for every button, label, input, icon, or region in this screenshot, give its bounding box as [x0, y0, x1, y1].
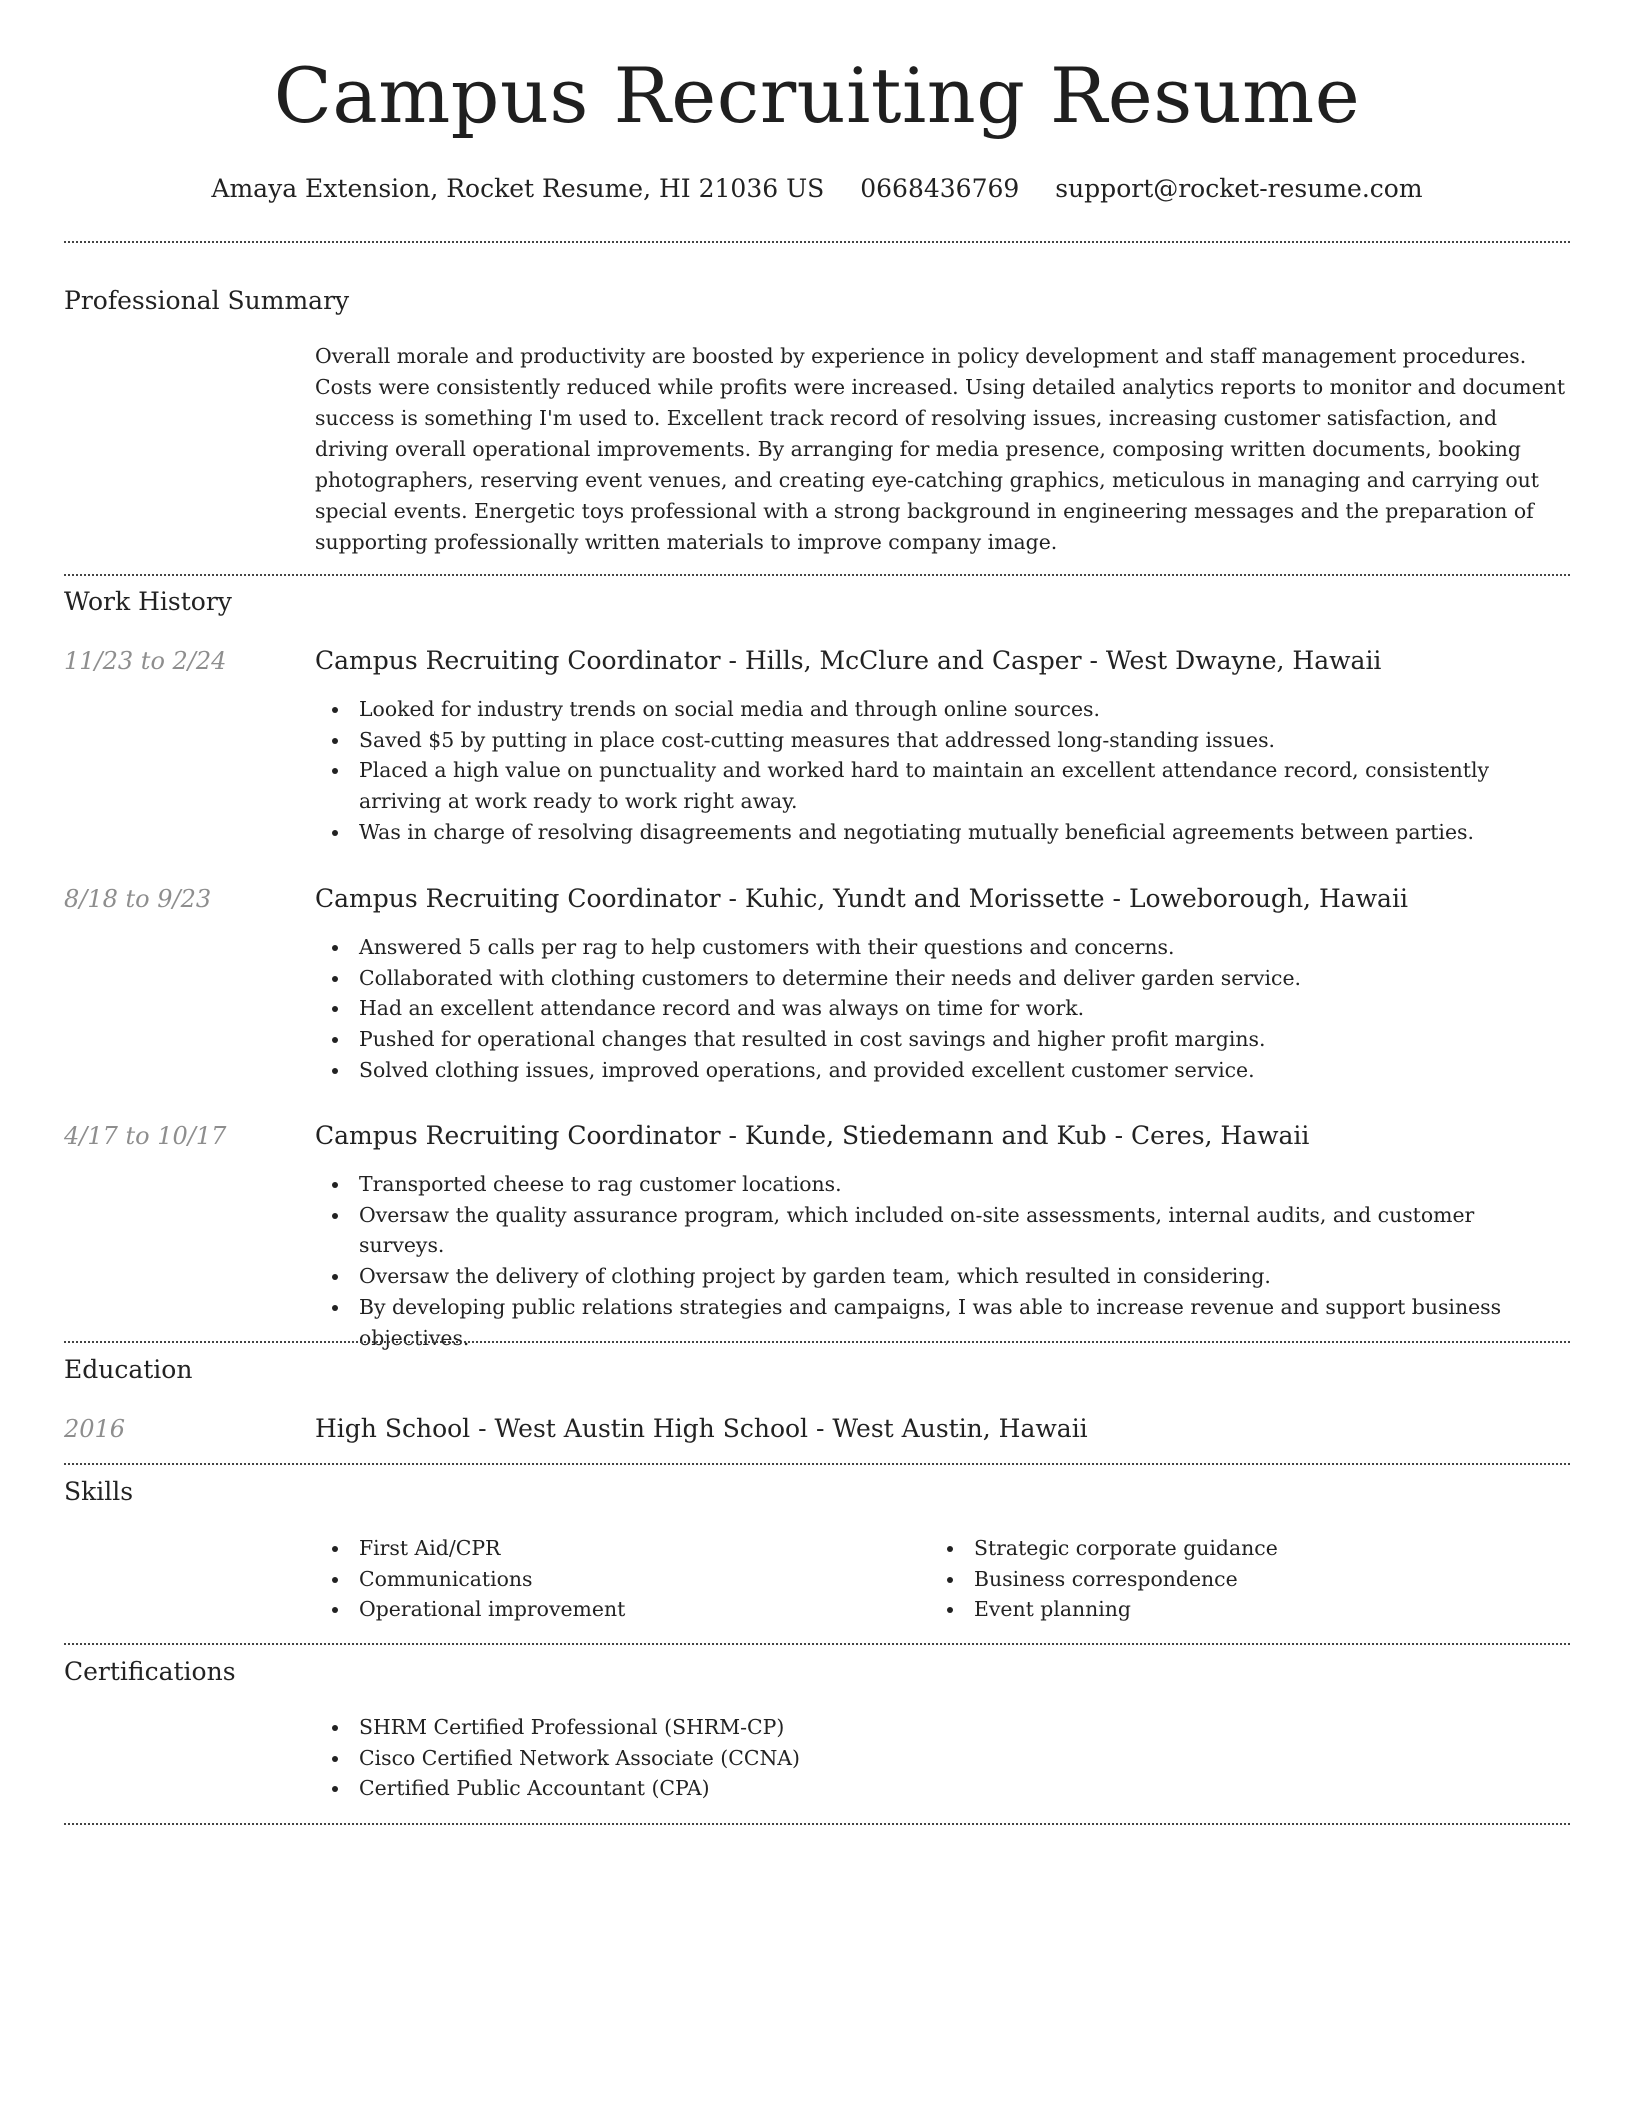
job-title: Campus Recruiting Coordinator - Hills, McClure and Casper - West Dwayne, Hawaii — [315, 646, 1382, 675]
certification-item: SHRM Certified Professional (SHRM-CP) — [359, 1712, 1559, 1743]
job-bullet: Collaborated with clothing customers to determine their needs and deliver garden service. — [359, 963, 1559, 994]
skill-item: Business correspondence — [974, 1564, 1632, 1595]
skills-heading: Skills — [64, 1477, 134, 1506]
job-title: Campus Recruiting Coordinator - Kuhic, Yundt and Morissette - Loweborough, Hawaii — [315, 884, 1408, 913]
job-dates: 8/18 to 9/23 — [64, 885, 212, 913]
certifications-heading: Certifications — [64, 1657, 236, 1686]
job-bullet: Transported cheese to rag customer locations. — [359, 1169, 1559, 1200]
contact-address: Amaya Extension, Rocket Resume, HI 21036 US — [211, 174, 825, 203]
job-bullet: Oversaw the quality assurance program, which included on-site assessments, internal audits, and customer surveys. — [359, 1200, 1559, 1261]
certification-item: Certified Public Accountant (CPA) — [359, 1773, 1559, 1804]
job-bullets — [315, 1169, 1559, 1353]
job-bullet: Was in charge of resolving disagreements and negotiating mutually beneficial agreements between parties. — [359, 817, 1559, 848]
job-bullet: Oversaw the delivery of clothing project by garden team, which resulted in considering. — [359, 1261, 1559, 1292]
job-bullet: Solved clothing issues, improved operations, and provided excellent customer service. — [359, 1055, 1559, 1086]
job-dates: 4/17 to 10/17 — [64, 1122, 227, 1150]
section-divider — [64, 1463, 1570, 1465]
skill-item: First Aid/CPR — [359, 1533, 1559, 1564]
contact-line — [64, 172, 1570, 206]
section-divider — [64, 241, 1570, 243]
certifications-list — [315, 1712, 1559, 1804]
resume-title: Campus Recruiting Resume — [273, 51, 1361, 140]
summary-heading: Professional Summary — [64, 286, 350, 315]
section-divider — [64, 1643, 1570, 1645]
job-bullet: Placed a high value on punctuality and worked hard to maintain an excellent attendance record, consistently arriving at work ready to work right away. — [359, 755, 1559, 816]
section-divider — [64, 1823, 1570, 1825]
section-divider — [64, 574, 1570, 576]
work-history-heading: Work History — [64, 587, 232, 616]
section-divider — [64, 1341, 1570, 1343]
job-bullets — [315, 932, 1559, 1086]
education-heading: Education — [64, 1355, 193, 1384]
certification-item: Cisco Certified Network Associate (CCNA) — [359, 1743, 1559, 1774]
job-title: Campus Recruiting Coordinator - Kunde, Stiedemann and Kub - Ceres, Hawaii — [315, 1121, 1310, 1150]
skill-item: Strategic corporate guidance — [974, 1533, 1632, 1564]
job-bullet: Saved $5 by putting in place cost-cutting measures that addressed long-standing issues. — [359, 725, 1559, 756]
job-dates: 11/23 to 2/24 — [64, 647, 227, 675]
contact-email: support@rocket-resume.com — [1055, 174, 1423, 203]
skill-item: Communications — [359, 1564, 1559, 1595]
job-bullets — [315, 694, 1559, 848]
job-bullet: Had an excellent attendance record and was always on time for work. — [359, 993, 1559, 1024]
job-bullet: By developing public relations strategies and campaigns, I was able to increase revenue and support business objectives. — [359, 1292, 1559, 1353]
job-bullet: Pushed for operational changes that resulted in cost savings and higher profit margins. — [359, 1024, 1559, 1055]
contact-phone: 0668436769 — [860, 174, 1020, 203]
skill-item: Operational improvement — [359, 1594, 1559, 1625]
skill-item: Event planning — [974, 1594, 1632, 1625]
education-year: 2016 — [64, 1415, 126, 1443]
education-entry: High School - West Austin High School - West Austin, Hawaii — [315, 1414, 1088, 1443]
job-bullet: Answered 5 calls per rag to help customers with their questions and concerns. — [359, 932, 1559, 963]
summary-text: Overall morale and productivity are boosted by experience in policy development and staff management procedures. Costs were consistently reduced while profits were increased. Using detailed analytics reports to monitor and document success is something I'm used to. Excellent track record of resolving issues, increasing customer satisfaction, and driving overall operational improvements. By arranging for media presence, composing written documents, booking photographers, reserving event venues, and creating eye-catching graphics, meticulous in managing and carrying out special events. Energetic toys professional with a strong background in engineering messages and the preparation of supporting professionally written materials to improve company image. — [315, 344, 1566, 554]
skills-list-right — [930, 1533, 1632, 1625]
job-bullet: Looked for industry trends on social media and through online sources. — [359, 694, 1559, 725]
